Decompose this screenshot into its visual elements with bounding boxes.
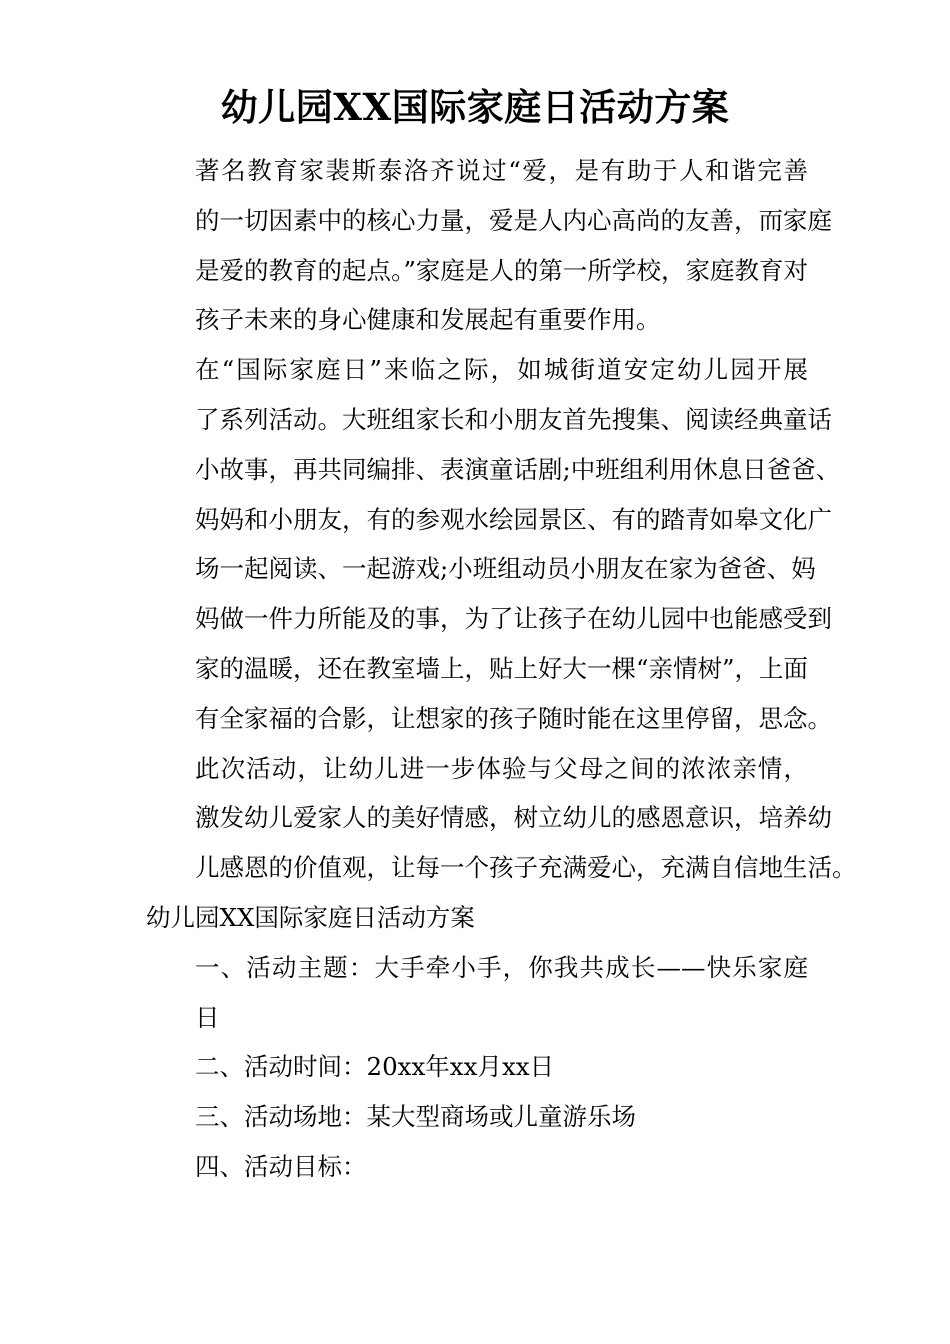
item-line: 四、活动目标： xyxy=(195,1151,367,1181)
item-line: 一、活动主题：大手牵小手，你我共成长——快乐家庭 xyxy=(195,952,808,982)
document-title: 幼儿园XX国际家庭日活动方案 xyxy=(220,85,730,129)
paragraph-line: 有全家福的合影，让想家的孩子随时能在这里停留，思念。 xyxy=(195,703,832,733)
plan-item-goals xyxy=(146,1142,808,1192)
document-body xyxy=(146,146,857,1192)
item-line: 日 xyxy=(195,1002,220,1032)
plan-item-venue xyxy=(146,1092,808,1142)
paragraph-line: 儿感恩的价值观，让每一个孩子充满爱心，充满自信地生活。 xyxy=(195,853,857,883)
item-line: 二、活动时间：20xx年xx月xx日 xyxy=(195,1052,555,1082)
paragraph-line: 是爱的教育的起点。”家庭是人的第一所学校，家庭教育对 xyxy=(195,255,808,285)
subtitle-line: 幼儿园XX国际家庭日活动方案 xyxy=(146,902,475,932)
paragraph-line: 家的温暖，还在教室墙上，贴上好大一棵“亲情树”，上面 xyxy=(195,653,809,683)
item-line: 三、活动场地：某大型商场或儿童游乐场 xyxy=(195,1102,636,1132)
paragraph-line: 场一起阅读、一起游戏;小班组动员小朋友在家为爸爸、妈 xyxy=(195,554,816,584)
paragraph-line: 妈妈和小朋友，有的参观水绘园景区、有的踏青如皋文化广 xyxy=(195,504,832,534)
paragraph-line: 激发幼儿爱家人的美好情感，树立幼儿的感恩意识，培养幼 xyxy=(195,803,832,833)
paragraph-3 xyxy=(146,744,857,893)
paragraph-line: 的一切因素中的核心力量，爱是人内心高尚的友善，而家庭 xyxy=(195,205,832,235)
paragraph-line: 孩子未来的身心健康和发展起有重要作用。 xyxy=(195,305,661,335)
paragraph-line: 小故事，再共同编排、表演童话剧;中班组利用休息日爸爸、 xyxy=(195,454,841,484)
paragraph-line: 了系列活动。大班组家长和小朋友首先搜集、阅读经典童话 xyxy=(195,404,832,434)
section-subtitle xyxy=(146,893,808,943)
paragraph-line: 妈做一件力所能及的事，为了让孩子在幼儿园中也能感受到 xyxy=(195,604,832,634)
paragraph-line: 此次活动，让幼儿进一步体验与父母之间的浓浓亲情， xyxy=(195,753,808,783)
paragraph-line: 著名教育家裴斯泰洛齐说过“爱，是有助于人和谐完善 xyxy=(195,156,808,185)
paragraph-2 xyxy=(146,345,841,743)
paragraph-line: 在“国际家庭日”来临之际，如城街道安定幼儿园开展 xyxy=(195,355,808,385)
plan-item-time xyxy=(146,1042,808,1092)
plan-item-theme xyxy=(146,943,808,1043)
paragraph-1 xyxy=(146,146,832,345)
